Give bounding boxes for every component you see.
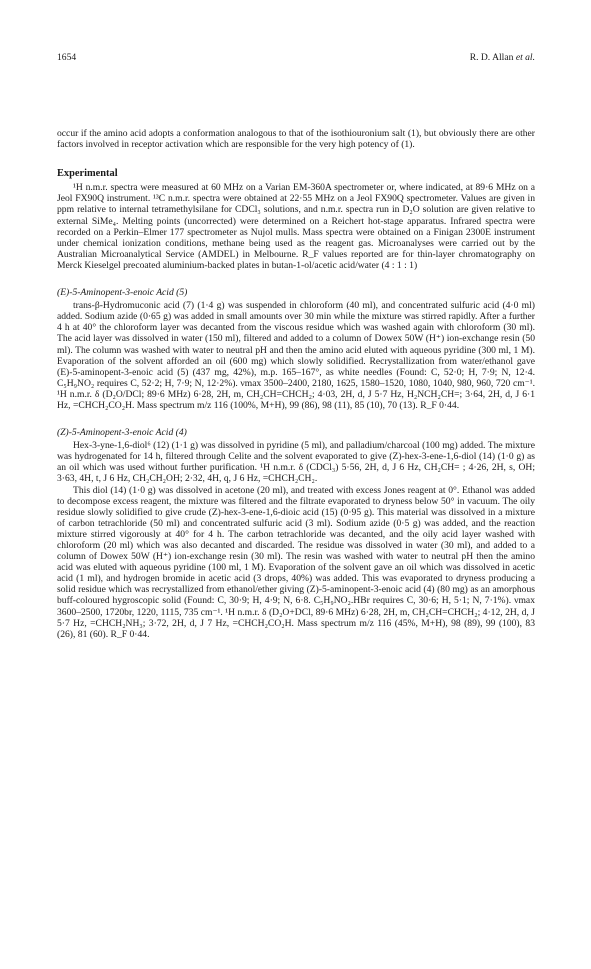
running-head [57, 52, 535, 64]
section-heading-experimental: Experimental [57, 168, 118, 180]
z-isomer-paragraph-2: This diol (14) (1·0 g) was dissolved in acetone (20 ml), and treated with excess Jones reagent at 0°. Ethanol was added to decompose excess reagent, the mixture was filtered and the filtrate evaporated to dryness below 50° in vacuum. The oily residue slowly solidified to give crude (Z)-hex-3-ene-1,6-dioic acid (15) (0·95 g). This material was dissolved in a mixture of carbon tetrachloride (50 ml) and concentrated sulfuric acid (3 ml). Sodium azide (0·5 g) was added, and the reaction mixture stirred vigorously at 40° for 4 h. The carbon tetrachloride was decanted, and the oily acid layer washed with chloroform (20 ml) which was also decanted and discarded. The residue was dissolved in water (30 ml), and added to a column of Dowex 50W (H⁺) ion-exchange resin (30 ml). The resin was washed with water to neutral pH then the amino acid was eluted with aqueous pyridine (100 ml, 1 M). Evaporation of the solvent gave an oil which was dissolved in acetic acid (1 ml), and hydrogen bromide in acetic acid (3 drops, 40%) was added. This was evaporated to dryness producing a solid residue which was recrystallized from ethanol/ether giving (Z)-5-aminopent-3-enoic acid (4) (80 mg) as an amorphous buff-coloured hygroscopic solid (Found: C, 30·9; H, 4·9; N, 6·8. C₅H₉NO₂.HBr requires C, 30·6; H, 5·1; N, 7·1%). νmax 3600–2500, 1720br, 1220, 1115, 735 cm⁻¹. ¹H n.m.r. δ (D₂O+DCl, 89·6 MHz) 6·28, 2H, m, CH₂CH=CHCH₂; 4·12, 2H, d, J 5·7 Hz, =CHCH₂NH₃; 3·72, 2H, d, J 7 Hz, =CHCH₂CO₂H. Mass spectrum m/z 116 (45%, M+H), 98 (89), 99 (100), 83 (26), 81 (60). R_F 0·44. [57, 484, 535, 640]
z-isomer-paragraph-1: Hex-3-yne-1,6-diol⁶ (12) (1·1 g) was dissolved in pyridine (5 ml), and palladium/charcoal (100 mg) added. The mixture was hydrogenated for 14 h, filtered through Celite and the solvent evaporated to give (Z)-hex-3-ene-1,6-diol (14) (1·0 g) as an oil which was used without further purification. ¹H n.m.r. δ (CDCl₃) 5·56, 2H, d, J 6 Hz, CH₂CH= ; 4·26, 2H, s, OH; 3·63, 4H, t, J 6 Hz, CH₂CH₂OH; 2·32, 4H, q, J 6 Hz, =CHCH₂CH₂. [57, 440, 535, 485]
experimental-general-paragraph: ¹H n.m.r. spectra were measured at 60 MHz on a Varian EM-360A spectrometer or, where indicated, at 89·6 MHz on a Jeol FX90Q instrument. ¹³C n.m.r. spectra were obtained at 22·55 MHz on a Jeol FX90Q spectrometer. Values are given in ppm relative to internal tetramethylsilane for CDCl₃ solutions, and n.m.r. spectra run in D₂O solution are given relative to external SiMe₄. Melting points (uncorrected) were determined on a Reichert hot-stage apparatus. Infrared spectra were recorded on a Perkin–Elmer 177 spectrometer as Nujol mulls. Mass spectra were obtained on a Finigan 2300E instrument under chemical ionization conditions, methane being used as the reagent gas. Microanalyses were carried out by the Australian Microanalytical Service (AMDEL) in Melbourne. R_F values reported are for thin-layer chromatography on Merck Kieselgel precoated aluminium-backed plates in butan-1-ol/acetic acid/water (4 : 1 : 1) [57, 182, 535, 271]
subsection-heading-z-isomer: (Z)-5-Aminopent-3-enoic Acid (4) [57, 427, 187, 439]
intro-paragraph: occur if the amino acid adopts a conformation analogous to that of the isothiouronium salt (1), but obviously there are other factors involved in receptor activation which are responsible for the very high potency of (1). [57, 128, 535, 151]
author-etal: et al. [515, 52, 535, 63]
article-body [57, 128, 535, 640]
author-names: R. D. Allan [469, 52, 514, 63]
page-number: 1654 [57, 52, 77, 63]
subsection-heading-e-isomer: (E)-5-Aminopent-3-enoic Acid (5) [57, 287, 188, 299]
running-head-authors [470, 52, 535, 64]
e-isomer-paragraph: trans-β-Hydromuconic acid (7) (1·4 g) was suspended in chloroform (40 ml), and concentrated sulfuric acid (4·0 ml) added. Sodium azide (0·65 g) was added in small amounts over 30 min while the mixture was stirred rapidly. After a further 4 h at 40° the chloroform layer was decanted from the viscous residue which was washed again with chloroform (30 ml). The acid layer was dissolved in water (150 ml), filtered and added to a column of Dowex 50W (H⁺) ion-exchange resin (50 ml). The column was washed with water to neutral pH and then the amino acid eluted with aqueous pyridine (300 ml, 1 M). Evaporation of the solvent afforded an oil (600 mg) which slowly solidified. Recrystallization from water/ethanol gave (E)-5-aminopent-3-enoic acid (5) (437 mg, 42%), m.p. 165–167°, as white needles (Found: C, 52·0; H, 7·9; N, 12·4. C₅H₉NO₂ requires C, 52·2; H, 7·9; N, 12·2%). νmax 3500–2400, 2180, 1625, 1580–1520, 1080, 1040, 980, 960, 720 cm⁻¹. ¹H n.m.r. δ (D₂O/DCl; 89·6 MHz) 6·28, 2H, m, CH₂CH=CHCH₂; 4·03, 2H, d, J 5·7 Hz, H₂NCH₂CH=; 3·64, 2H, d, J 6·1 Hz, =CHCH₂CO₂H. Mass spectrum m/z 116 (100%, M+H), 99 (86), 98 (11), 85 (10), 70 (13). R_F 0·44. [57, 300, 535, 411]
